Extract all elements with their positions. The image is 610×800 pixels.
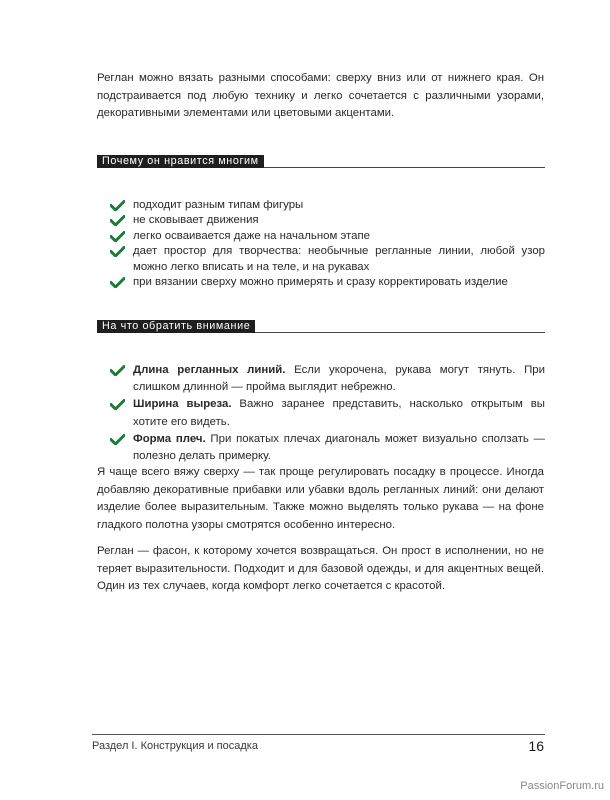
list-item-text: не сковывает движения — [133, 214, 259, 227]
item-term: Форма плеч. — [133, 432, 206, 445]
benefits-list — [110, 198, 545, 290]
footer-rule — [92, 734, 545, 735]
list-item — [110, 431, 545, 465]
list-item — [110, 229, 545, 244]
check-icon — [110, 434, 125, 445]
item-term: Ширина выреза. — [133, 398, 232, 411]
list-item-text: легко осваивается даже на начальном этапе — [133, 229, 370, 242]
list-item-text: при вязании сверху можно примерять и сразу корректировать изделие — [133, 276, 508, 289]
list-item-text: подходит разным типам фигуры — [133, 199, 304, 211]
list-item — [110, 213, 545, 228]
body-paragraph-2: Я чаще всего вяжу сверху — так проще регулировать посадку в процессе. Иногда добавляю декоративные прибавки или убавки вдоль регланных линий: они делают изделие более выразительным. Также можно выделять только рукава — на фоне гладкого полотна узоры смотрятся особенно интересно. — [97, 466, 544, 531]
footer-section-label: Раздел I. Конструкция и посадка — [92, 740, 258, 752]
attention-list — [110, 362, 545, 465]
list-item — [110, 362, 545, 396]
list-item — [110, 198, 545, 213]
section-heading-label: На что обратить внимание — [97, 320, 255, 333]
item-text: Если укорочена, рукава могут тянуть. При слишком длинной — пройма выглядит небрежно. — [133, 364, 545, 394]
check-icon — [110, 365, 125, 376]
item-term: Длина регланных линий. — [133, 364, 286, 376]
watermark: PassionForum.ru — [520, 780, 604, 792]
check-icon — [110, 231, 125, 242]
page-number: 16 — [528, 738, 544, 754]
list-item — [110, 396, 545, 430]
list-item — [110, 244, 545, 275]
check-icon — [110, 277, 125, 288]
intro-paragraph: Реглан можно вязать разными способами: сверху вниз или от нижнего края. Он подстраивается под любую технику и легко сочетается с различными узорами, декоративными элементами или цветовыми акцентами. — [97, 72, 544, 120]
check-icon — [110, 200, 125, 211]
section-heading-label: Почему он нравится многим — [97, 155, 264, 168]
body-paragraph-3: Реглан — фасон, к которому хочется возвращаться. Он прост в исполнении, но не теряет выразительности. Подходит и для базовой одежды, и для акцентных вещей. Один из тех случаев, когда комфорт легко сочетается с красотой. — [97, 545, 544, 593]
section-heading-attention — [97, 320, 545, 333]
item-text: Важно заранее представить, насколько открытым вы хотите его видеть. — [133, 398, 545, 428]
list-item-text: дает простор для творчества: необычные регланные линии, любой узор можно легко вписать и на теле, и на рукавах — [133, 245, 545, 273]
section-heading-why — [97, 155, 545, 168]
item-text: При покатых плечах диагональ может визуально сползать — полезно делать примерку. — [133, 432, 546, 463]
check-icon — [110, 215, 125, 226]
check-icon — [110, 246, 125, 257]
check-icon — [110, 399, 125, 410]
list-item — [110, 275, 545, 290]
